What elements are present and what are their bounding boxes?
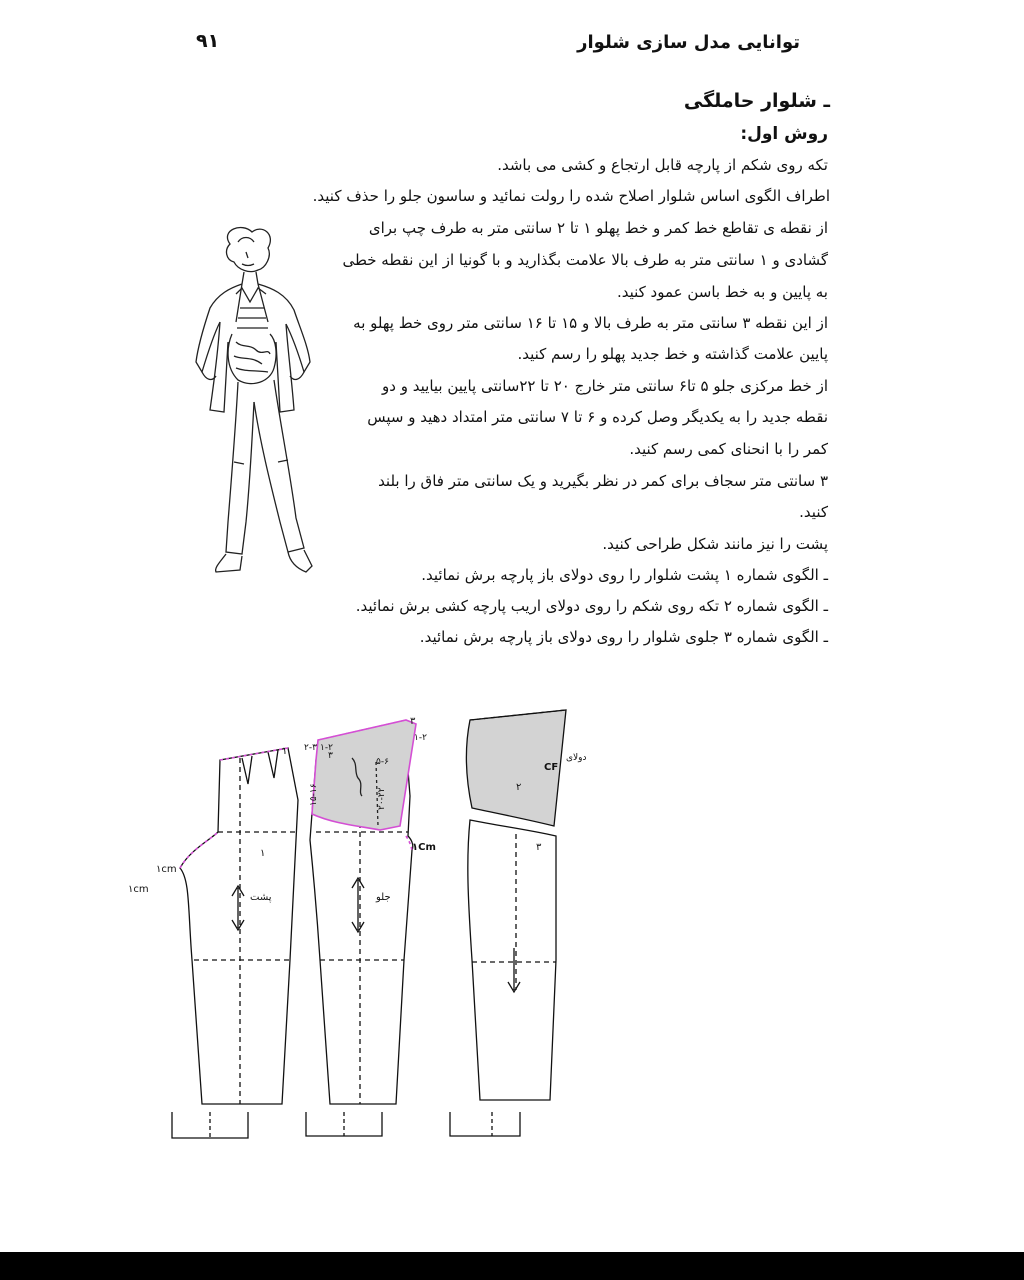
paragraph-line: ـ الگوی شماره ۲ تکه روی شکم را روی دولای اریب پارچه کشی برش نمائید. xyxy=(355,597,828,615)
back-1cm-label-a: ۱cm xyxy=(156,864,177,875)
running-header: توانایی مدل سازی شلوار xyxy=(577,32,800,53)
paragraph-line: پشت را نیز مانند شکل طراحی کنید. xyxy=(602,535,828,553)
front3-number-label: ۳ xyxy=(536,842,542,853)
bottom-bar xyxy=(0,1252,1024,1280)
paragraph-line: اطراف الگوی اساس شلوار اصلاح شده را رولت نمائید و ساسون جلو را حذف کنید. xyxy=(312,187,830,205)
paragraph-line: تکه روی شکم از پارچه قابل ارتجاع و کشی می باشد. xyxy=(497,156,828,174)
pattern-diagram xyxy=(120,700,620,1150)
paragraph-line: کنید. xyxy=(799,503,828,521)
fold-label: دولای xyxy=(566,753,587,763)
belly-panel-shape xyxy=(312,720,416,830)
paragraph-line: پایین علامت گذاشته و خط جدید پهلو را رسم کنید. xyxy=(517,345,828,363)
front-1cm-label: ۱Cm xyxy=(412,842,436,853)
pregnant-woman-illustration xyxy=(180,222,340,582)
front-name-label: جلو xyxy=(376,892,391,903)
belly-number-label: ۲ xyxy=(516,782,522,793)
small-3-label: ۳ xyxy=(328,751,333,761)
paragraph-line: از نقطه ی تقاطع خط کمر و خط پهلو ۱ تا ۲ سانتی متر به طرف چپ برای xyxy=(368,219,828,237)
side-15-16-label: ۱۵-۱۶ xyxy=(309,783,319,806)
top-1-2-label: ۱-۲ xyxy=(414,733,427,743)
paragraph-line: از خط مرکزی جلو ۵ تا۶ سانتی متر خارج ۲۰ تا ۲۲سانتی پایین بیایید و دو xyxy=(382,377,828,395)
paragraph-line: از این نقطه ۳ سانتی متر به طرف بالا و ۱۵ تا ۱۶ سانتی متر روی خط پهلو به xyxy=(353,314,828,332)
back-pattern-outline xyxy=(180,748,298,1104)
five-six-label: ۵-۶ xyxy=(376,757,389,767)
top-2-3-label: ۲-۳ xyxy=(304,743,317,753)
top-1-2b-label: ۱-۲ xyxy=(320,743,333,753)
paragraph-line: کمر را با انحنای کمی رسم کنید. xyxy=(629,440,828,458)
paragraph-line: ـ الگوی شماره ۱ پشت شلوار را روی دولای باز پارچه برش نمائید. xyxy=(421,566,828,584)
paragraph-line: نقطه جدید را به یکدیگر وصل کرده و ۶ تا ۷ سانتی متر امتداد دهید و سپس xyxy=(367,408,828,426)
paragraph-line: ـ الگوی شماره ۳ جلوی شلوار را روی دولای باز پارچه برش نمائید. xyxy=(419,628,828,646)
cf-label: CF xyxy=(544,762,559,773)
page-number: ۹۱ xyxy=(196,30,220,52)
paragraph-line: ۳ سانتی متر سجاف برای کمر در نظر بگیرید و یک سانتی متر فاق را بلند xyxy=(378,472,828,490)
method-title: روش اول: xyxy=(740,124,828,144)
top-1-label: ۱ xyxy=(282,746,288,757)
top-3-label: ۳ xyxy=(410,716,416,727)
back-number-label: ۱ xyxy=(260,848,266,859)
back-1cm-label-b: ۱cm xyxy=(128,884,149,895)
paragraph-line: گشادی و ۱ سانتی متر به طرف بالا علامت بگذارید و با گونیا از این نقطه خطی xyxy=(342,251,828,269)
back-name-label: پشت xyxy=(250,892,272,903)
section-title: ـ شلوار حاملگی xyxy=(683,90,830,112)
twenty-22-label: ۲۰-۲۲ xyxy=(377,787,387,810)
paragraph-line: به پایین و به خط باسن عمود کنید. xyxy=(616,283,828,301)
front3-pattern-outline xyxy=(468,820,556,1100)
